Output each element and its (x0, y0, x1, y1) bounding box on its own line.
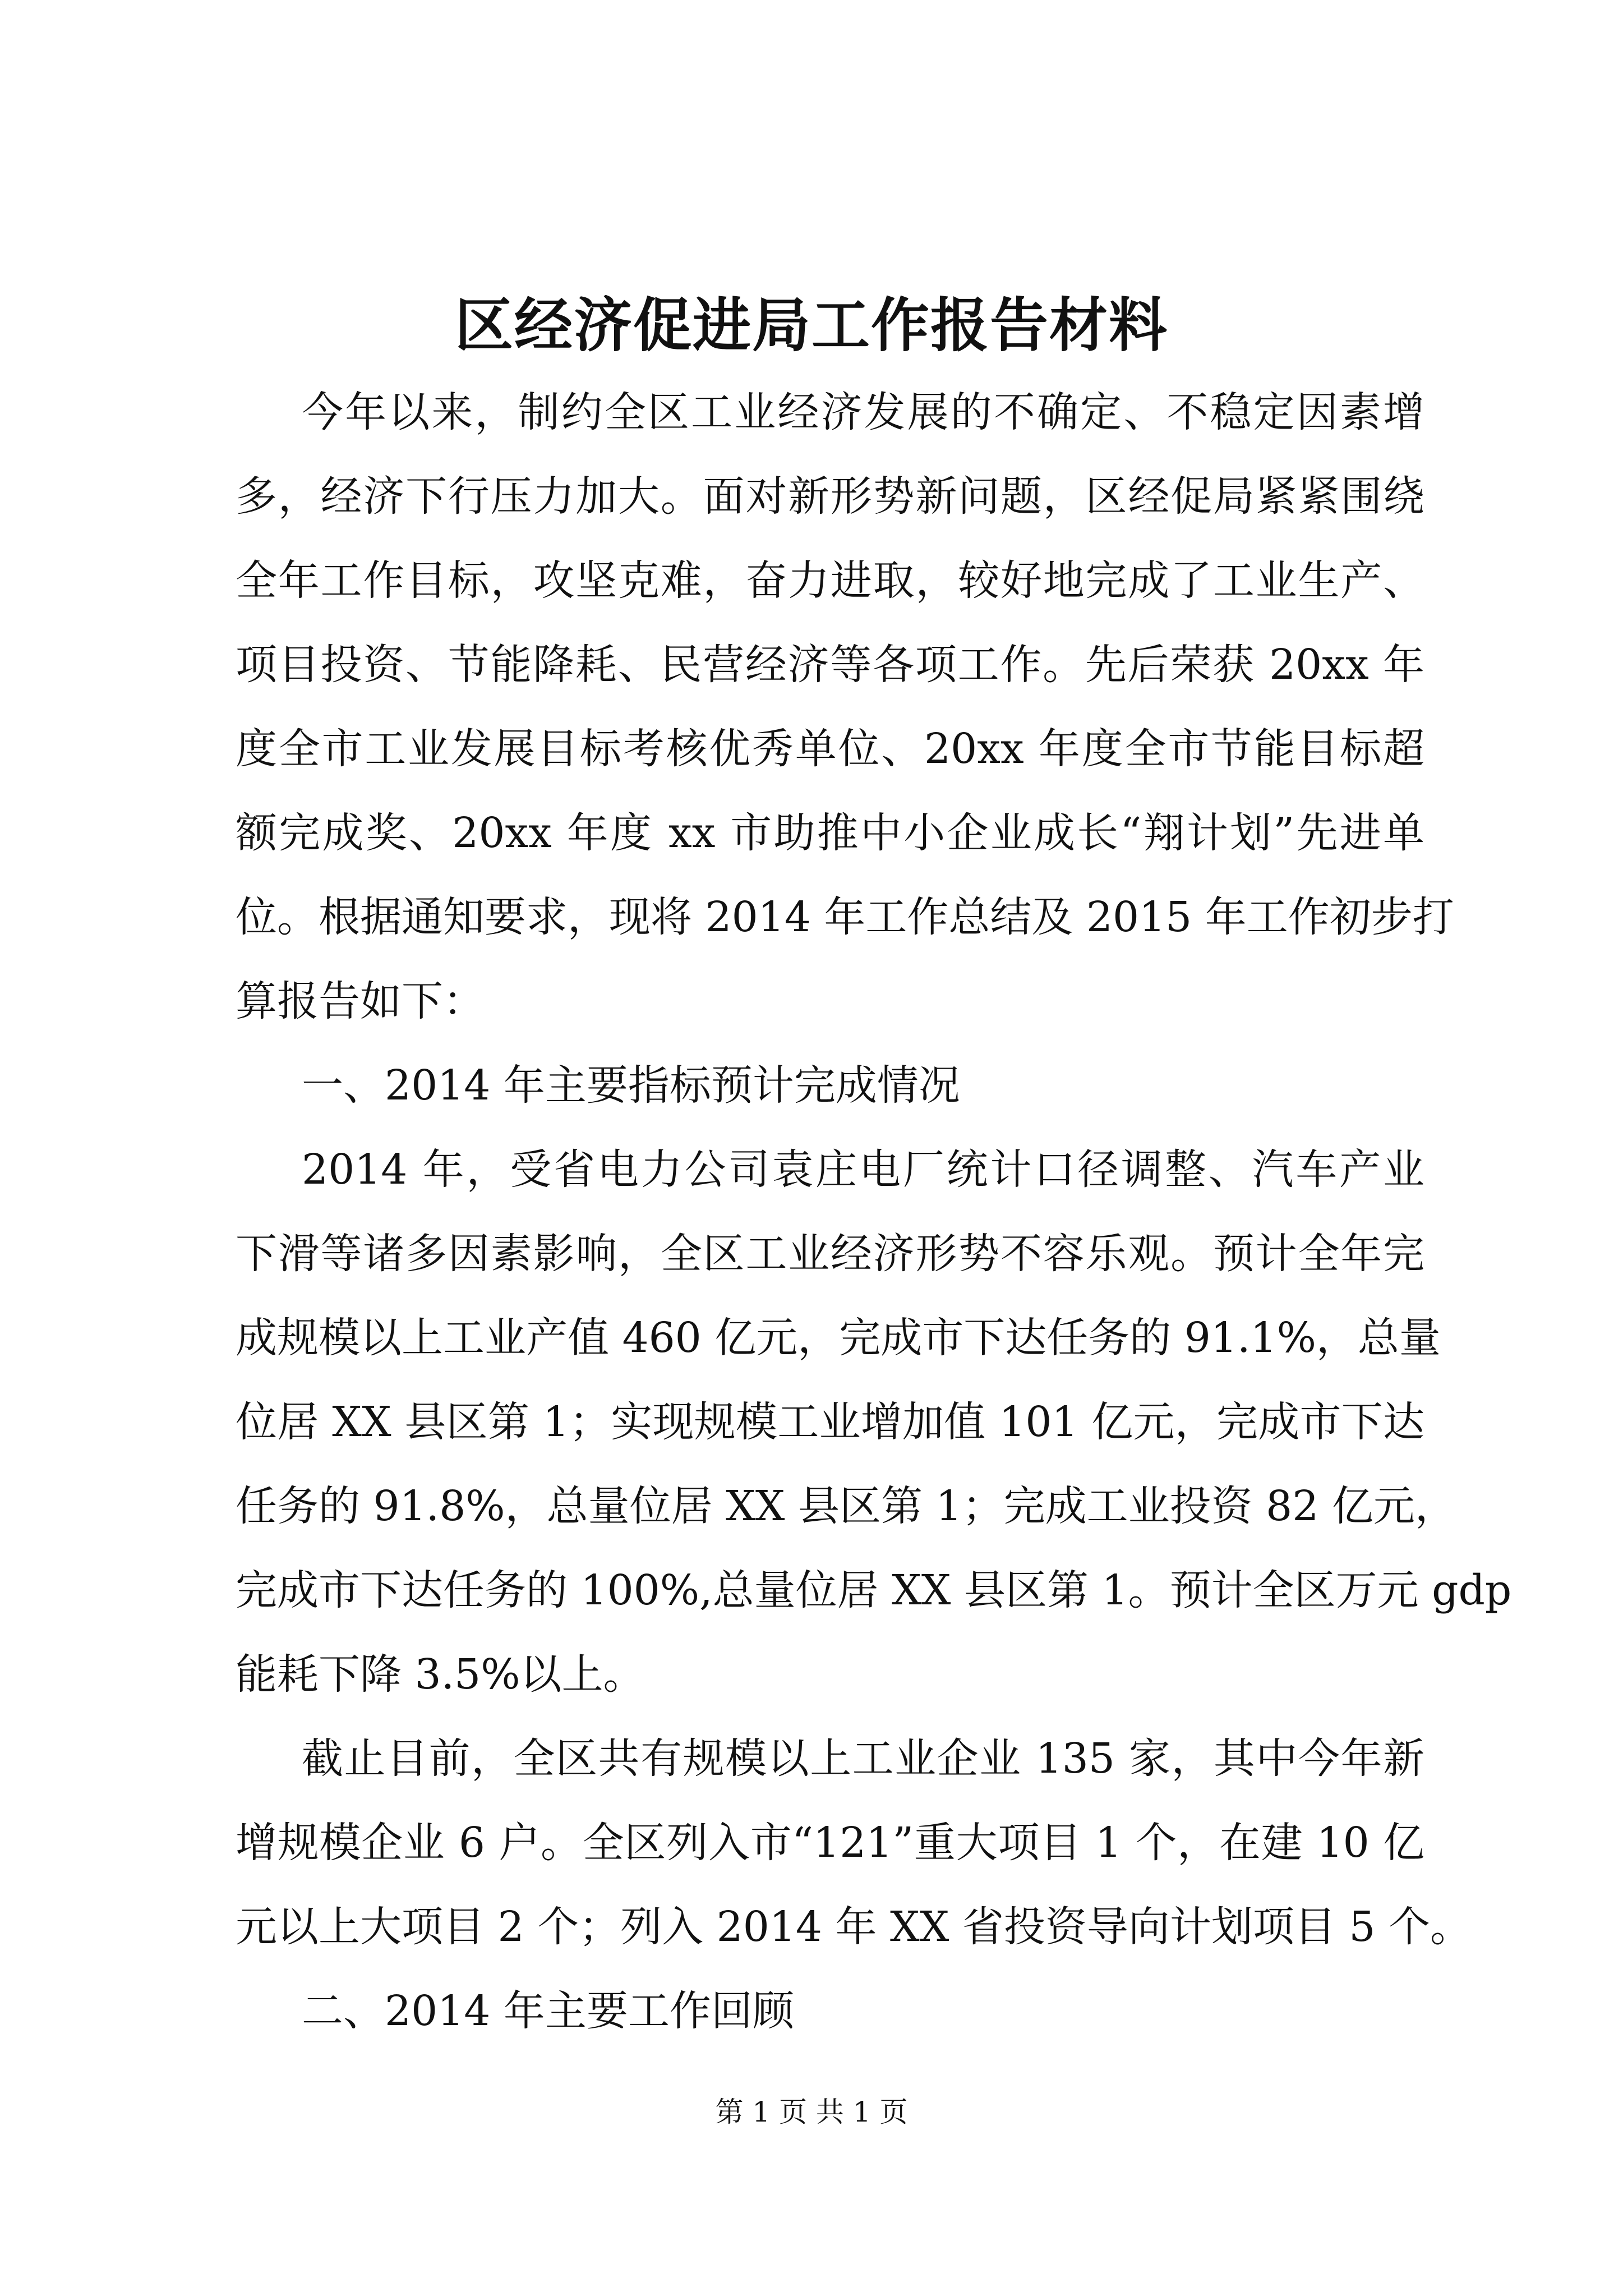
paragraph-2-line-5: 任务的 91.8%，总量位居 XX 县区第 1；完成工业投资 82 亿元， (236, 1482, 1456, 1530)
paragraph-1-line-7: 位。根据通知要求，现将 2014 年工作总结及 2015 年工作初步打 (236, 893, 1454, 941)
page-footer: 第 1 页 共 1 页 (715, 2096, 908, 2128)
paragraph-2-line-2: 下滑等诸多因素影响，全区工业经济形势不容乐观。预计全年完 (236, 1230, 1424, 1278)
paragraph-3-line-1: 截止目前，全区共有规模以上工业企业 135 家，其中今年新 (302, 1734, 1424, 1783)
paragraph-1-line-1: 今年以来，制约全区工业经济发展的不确定、不稳定因素增 (302, 388, 1424, 436)
paragraph-2-line-3: 成规模以上工业产值 460 亿元，完成市下达任务的 91.1%，总量 (236, 1314, 1441, 1362)
paragraph-3-line-3: 元以上大项目 2 个；列入 2014 年 XX 省投资导向计划项目 5 个。 (236, 1903, 1472, 1951)
section-heading-2: 二、2014 年主要工作回顾 (302, 1987, 794, 2035)
paragraph-1-line-5: 度全市工业发展目标考核优秀单位、20xx 年度全市节能目标超 (236, 725, 1424, 773)
document-body (236, 370, 1512, 2053)
paragraph-1-line-6: 额完成奖、20xx 年度 xx 市助推中小企业成长“翔计划”先进单 (236, 809, 1424, 857)
paragraph-2-line-6: 完成市下达任务的 100%,总量位居 XX 县区第 1。预计全区万元 gdp (236, 1566, 1512, 1614)
paragraph-1-line-8: 算报告如下： (236, 977, 485, 1025)
document-title: 区经济促进局工作报告材料 (454, 291, 1168, 360)
paragraph-1-line-2: 多，经济下行压力加大。面对新形势新问题，区经促局紧紧围绕 (236, 472, 1424, 521)
paragraph-3-line-2: 增规模企业 6 户。全区列入市“121”重大项目 1 个，在建 10 亿 (236, 1819, 1424, 1867)
paragraph-2-line-1: 2014 年，受省电力公司袁庄电厂统计口径调整、汽车产业 (302, 1145, 1424, 1194)
section-heading-1: 一、2014 年主要指标预计完成情况 (302, 1061, 960, 1110)
paragraph-2-line-7: 能耗下降 3.5%以上。 (236, 1650, 645, 1699)
paragraph-1-line-4: 项目投资、节能降耗、民营经济等各项工作。先后荣获 20xx 年 (236, 641, 1424, 689)
paragraph-2-line-4: 位居 XX 县区第 1；实现规模工业增加值 101 亿元，完成市下达 (236, 1398, 1424, 1446)
paragraph-1-line-3: 全年工作目标，攻坚克难，奋力进取，较好地完成了工业生产、 (236, 556, 1424, 605)
